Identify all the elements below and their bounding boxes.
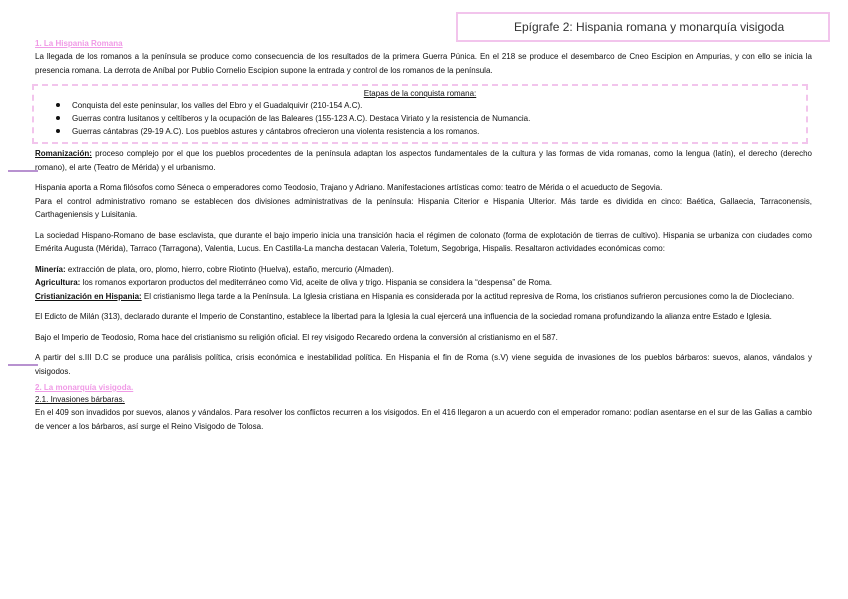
stage-text: Guerras cántabras (29-19 A.C). Los pueblos astures y cántabros ofrecieron una violenta resistencia a los romanos. bbox=[72, 127, 480, 136]
control-paragraph: Para el control administrativo romano se establecen dos divisiones administrativas de la península: Hispania Citerior e Hispania Ulterior. Más tarde es dividida en cinco: Baética, Gallaecia, Tarraconensis, Carthageniensis y Luisitania. bbox=[35, 196, 812, 219]
teodosio-paragraph: Bajo el Imperio de Teodosio, Roma hace del cristianismo su religión oficial. El rey visigodo Recaredo ordena la conversión al cristianismo en el 587. bbox=[35, 332, 558, 342]
invasiones-paragraph: En el 409 son invadidos por suevos, alanos y vándalos. Para resolver los conflictos recurren a los visigodos. En el 416 llegaron a un acuerdo con el emperador romano: podían asentarse en el sur de las Galias a cambio de vencer a los bárbaros, así surge el Reino Visigodo de Tolosa. bbox=[35, 408, 812, 431]
mineria-label: Minería: bbox=[35, 264, 66, 274]
aporta-paragraph: Hispania aporta a Roma filósofos como Séneca o emperadores como Teodosio, Trajano y Adriano. Manifestaciones artísticas como: teatro de Mérida o el acueducto de Segovia. bbox=[35, 183, 663, 192]
mineria-text: extracción de plata, oro, plomo, hierro, cobre Riotinto (Huelva), estaño, mercurio (Almaden). bbox=[65, 264, 394, 274]
romanizacion-label: Romanización: bbox=[35, 149, 92, 158]
document-body bbox=[35, 38, 812, 433]
stages-title: Etapas de la conquista romana: bbox=[363, 89, 477, 98]
agricultura-label: Agricultura: bbox=[35, 278, 81, 287]
cristianizacion-paragraph bbox=[35, 290, 812, 304]
stages-box bbox=[32, 84, 808, 144]
list-item bbox=[56, 125, 806, 138]
margin-marker-romanizacion bbox=[8, 170, 38, 172]
margin-marker-cristianizacion bbox=[8, 364, 38, 366]
cristianizacion-label: Cristianización en Hispania: bbox=[35, 291, 142, 301]
section-heading-hispania-romana: 1. La Hispania Romana bbox=[35, 39, 123, 48]
bullet-icon bbox=[56, 103, 60, 107]
romanizacion-text: proceso complejo por el que los pueblos procedentes de la península adaptan los aspectos fundamentales de la cultura y las formas de vida romanas, como la lengua (latín), el derecho (derecho romano), el arte (Teatro de Mérida) y el urbanismo. bbox=[35, 149, 812, 172]
list-item bbox=[56, 99, 806, 112]
section-heading-monarquia-visigoda: 2. La monarquía visigoda. bbox=[35, 383, 134, 392]
agricultura-paragraph bbox=[35, 276, 812, 290]
sociedad-paragraph: La sociedad Hispano-Romano de base esclavista, que durante el bajo imperio inicia una transición hacia el régimen de colonato (forma de explotación de tierras de cultivo). Hispania se urbaniza con ciudades como Emérita Augusta (Mérida), Tarraco (Tarragona), Valentia, Lucus. En Castilla-La mancha destacan Valeria, Toletum, Segobriga, Hispalis. Resaltaron actividades económicas como: bbox=[35, 230, 812, 253]
stages-list bbox=[34, 99, 806, 138]
bullet-icon bbox=[56, 116, 60, 120]
crisis-paragraph: A partir del s.III D.C se produce una parálisis política, crisis económica e inestabilidad política. En Hispania el fin de Roma (s.V) viene seguida de invasiones de los pueblos bárbaros: suevos, alanos, vándalos y visigodos. bbox=[35, 353, 812, 376]
intro-paragraph: La llegada de los romanos a la península se produce como consecuencia de los resultados de la primera Guerra Púnica. En el 218 se produce el desembarco de Cneo Escipion en Ampurias, y con ello se inicia la presencia romana. La derrota de Aníbal por Publio Cornelio Escipion supone la entrada y control de los romanos de la península. bbox=[35, 52, 812, 75]
agricultura-text: los romanos exportaron productos del mediterráneo como Vid, aceite de oliva y trigo. Hispania se considera la “despensa” de Roma. bbox=[80, 278, 553, 287]
page-title: Epígrafe 2: Hispania romana y monarquía visigoda bbox=[514, 20, 785, 34]
edicto-paragraph: El Edicto de Milán (313), declarado durante el Imperio de Constantino, establece la libertad para la Iglesia la cual ejercerá una influencia de la sociedad romana profundizando la alianza entre Estado e Iglesia. bbox=[35, 312, 772, 321]
romanizacion-paragraph bbox=[35, 147, 812, 174]
cristianizacion-text: El cristianismo llega tarde a la Península. La Iglesia cristiana en Hispania es considerada por la actitud represiva de Roma, los cristianos sufrieron percusiones como la de Diocleciano. bbox=[141, 291, 795, 301]
bullet-icon bbox=[56, 129, 60, 133]
subsection-heading-invasiones: 2.1. Invasiones bárbaras. bbox=[35, 395, 125, 404]
stage-text: Guerras contra lusitanos y celtíberos y la ocupación de las Baleares (155-123 A.C). Destaca Viriato y la resistencia de Numancia. bbox=[72, 114, 531, 123]
stage-text: Conquista del este peninsular, los valles del Ebro y el Guadalquivir (210-154 A.C). bbox=[72, 101, 363, 110]
list-item bbox=[56, 112, 806, 125]
mineria-paragraph bbox=[35, 263, 812, 277]
